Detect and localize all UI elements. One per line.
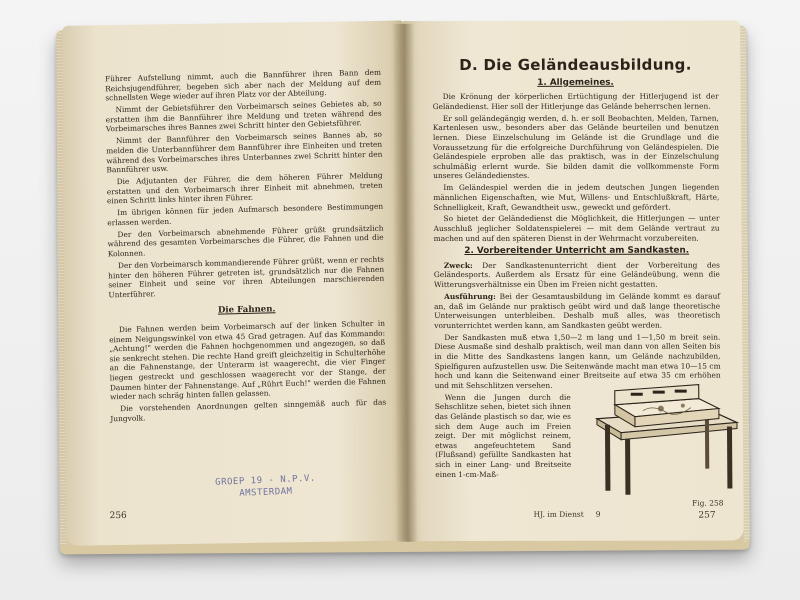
left-paragraph: Im übrigen können für jeden Aufmarsch besondere Bestimmungen erlassen werden. xyxy=(107,201,384,228)
right-paragraph xyxy=(434,260,720,289)
chapter-title: D. Die Geländeausbildung. xyxy=(459,55,692,75)
sand-table-illustration xyxy=(591,361,742,499)
signature-title: HJ. im Dienst xyxy=(533,509,584,519)
ausfuehrung-text: Bei der Gesamtausbildung im Gelände kommt es darauf an, daß im Gelände nur praktisch geübt wird und daß lange theoretische Unterweisungen unterbleiben. Deshalb muß alles, was theoretisch vorunterrichtet werden kann, am Sandkasten geübt werden. xyxy=(434,291,721,330)
right-paragraph: Die Krönung der körperlichen Ertüchtigung der Hitlerjugend ist der Geländedienst. Hier soll der Hitlerjunge das Gelände beherrschen lernen. xyxy=(432,91,719,111)
left-paragraph: Der den Vorbeimarsch abnehmende Führer grüßt grundsätzlich während des gesamten Vorbeimarsches die Führer, die Fahnen und die Kolonnen. xyxy=(107,223,384,259)
right-page-number: 257 xyxy=(698,510,716,521)
ausfuehrung-label: Ausführung: xyxy=(444,291,496,302)
figure-caption: Fig. 258 xyxy=(691,498,724,508)
signature-sheet: 9 xyxy=(595,509,601,519)
right-paragraph: Im Geländespiel werden die in jedem deutschen Jungen liegenden männlichen Eigenschaften, wie Mut, Willens- und Entschlußkraft, Härte, Schnelligkeit, Kraft, Gewandtheit usw., geweckt und gefördert. xyxy=(433,182,720,212)
left-paragraph: Der den Vorbeimarsch kommandierende Führer grüßt, wenn er rechts hinter den höheren Führer getreten ist, grundsätzlich nur die Fahnen seiner Einheit und seine vor ihren Abteilungen marschierenden Unterführer. xyxy=(108,254,385,300)
section-heading: 2. Vorbereitender Unterricht am Sandkasten. xyxy=(464,245,690,257)
book-gutter xyxy=(392,24,418,542)
left-paragraph: Führer Aufstellung nimmt, auch die Bannführer ihren Bann dem Reichsjugendführer, begeben sich aber nach der Meldung auf dem schnellsten Wege wieder auf ihren Platz vor der Abteilung. xyxy=(104,67,382,103)
left-page-body xyxy=(105,68,386,426)
zweck-label: Zweck: xyxy=(443,260,473,270)
left-section-heading: Die Fahnen. xyxy=(217,304,276,317)
right-paragraph: So bietet der Geländedienst die Möglichkeit, die Hitlerjungen — unter Ausschluß jeglicher Soldatenspielerei — mit dem Gelände vertraut zu machen und auf den späteren Dienst in der Wehrmacht vorzubereiten. xyxy=(433,214,720,243)
open-book xyxy=(56,20,750,555)
right-paragraph xyxy=(434,292,720,331)
left-paragraph: Nimmt der Gebietsführer den Vorbeimarsch seines Gebietes ab, so erstatten ihm die Bannführer ihre Meldung und treten während des Vorbeimarsches ihres Bannes zwei Schritt hinter den Gebietsführer. xyxy=(105,98,382,134)
sheet-signature xyxy=(534,510,601,519)
left-paragraph: Nimmt der Bannführer den Vorbeimarsch seines Bannes ab, so melden die Unterbannführer dem Bannführer ihre Einheiten und treten während des Vorbeimarsches ihres Unterbannes zwei Schritt hinter den Bannführer usw. xyxy=(106,129,383,175)
right-paragraph: Der Sandkasten muß etwa 1,50—2 m lang und 1—1,50 m breit sein. Diese Ausmaße sind deshalb praktisch, weil man dann von allen Seiten bis in die Mitte des Sandkastens langen kann, um Gelände nachzubilden, Spielfiguren aufzustellen usw. Die Seitenwände macht man etwa 10—15 cm hoch und kann die Seitenwand einer Breitseite auf etwa 35 cm erhöhen und mit Sehschlitzen versehen. xyxy=(434,332,721,390)
stamp-line: GROEP 19 - N.P.V. xyxy=(215,473,316,488)
zweck-text: Der Sandkastenunterricht dient der Vorbereitung des Geländesports. Außerdem als Ersatz für eine Geländeübung, wenn die Witterungsverhältnisse ein Üben im Freien nicht gestatten. xyxy=(433,260,720,290)
left-paragraph: Die vorstehenden Anordnungen gelten sinngemäß auch für das Jungvolk. xyxy=(110,397,387,424)
right-paragraph: Wenn die Jungen durch die Sehschlitze sehen, bietet sich ihnen das Gelände plastisch so dar, wie es sich dem Auge auch im Freien zeigt. Der mit möglichst reinem, etwas angefeuchtetem Sand (Flußsand) gefüllte Sandkasten hat sich in einer Lang- und Breitseite einen 1-cm-Maß- xyxy=(434,392,572,479)
left-paragraph: Die Adjutanten der Führer, die dem höheren Führer Meldung erstatten und den Vorbeimarsch ihrer Einheit mit abnehmen, treten einen Schritt links hinter ihren Führer. xyxy=(106,170,383,206)
left-paragraph: Die Fahnen werden beim Vorbeimarsch auf der linken Schulter in einem Neigungswinkel von etwa 45 Grad getragen. Auf das Kommando: „Achtung!" werden die Fahnen hochgenommen und angezogen, so daß sie senkrecht stehen. Die rechte Hand greift gleichzeitig in Schulterhöhe an die Fahnenstange, der Unterarm ist waagerecht, die vier Finger liegen gestreckt und geschlossen waagerecht vor der Stange, der Daumen hinter der Fahnenstange. Auf „Rührt Euch!" werden die Fahnen wieder nach schräg hinten fallen gelassen. xyxy=(109,318,386,402)
right-paragraph: Er soll geländegängig werden, d. h. er soll Beobachten, Melden, Tarnen, Kartenlesen usw., besonders aber das Gelände beurteilen und benutzen lernen. Diese Einzelschulung im Gelände ist die Grundlage und die Voraussetzung für die erfolgreiche Durchführung von Geländespielen. Die Geländespiele erproben alle das praktisch, was in der Einzelschulung schulmäßig erlernt wurde. Sie bilden damit die vollkommenste Form unseres Geländedienstes. xyxy=(432,113,720,181)
left-page-number: 256 xyxy=(109,510,127,522)
library-stamp xyxy=(215,473,316,501)
right-page xyxy=(402,21,744,542)
wrap-column xyxy=(435,393,572,480)
stamp-line: AMSTERDAM xyxy=(239,486,293,499)
section-heading: 1. Allgemeines. xyxy=(537,77,614,88)
left-page xyxy=(62,21,406,546)
